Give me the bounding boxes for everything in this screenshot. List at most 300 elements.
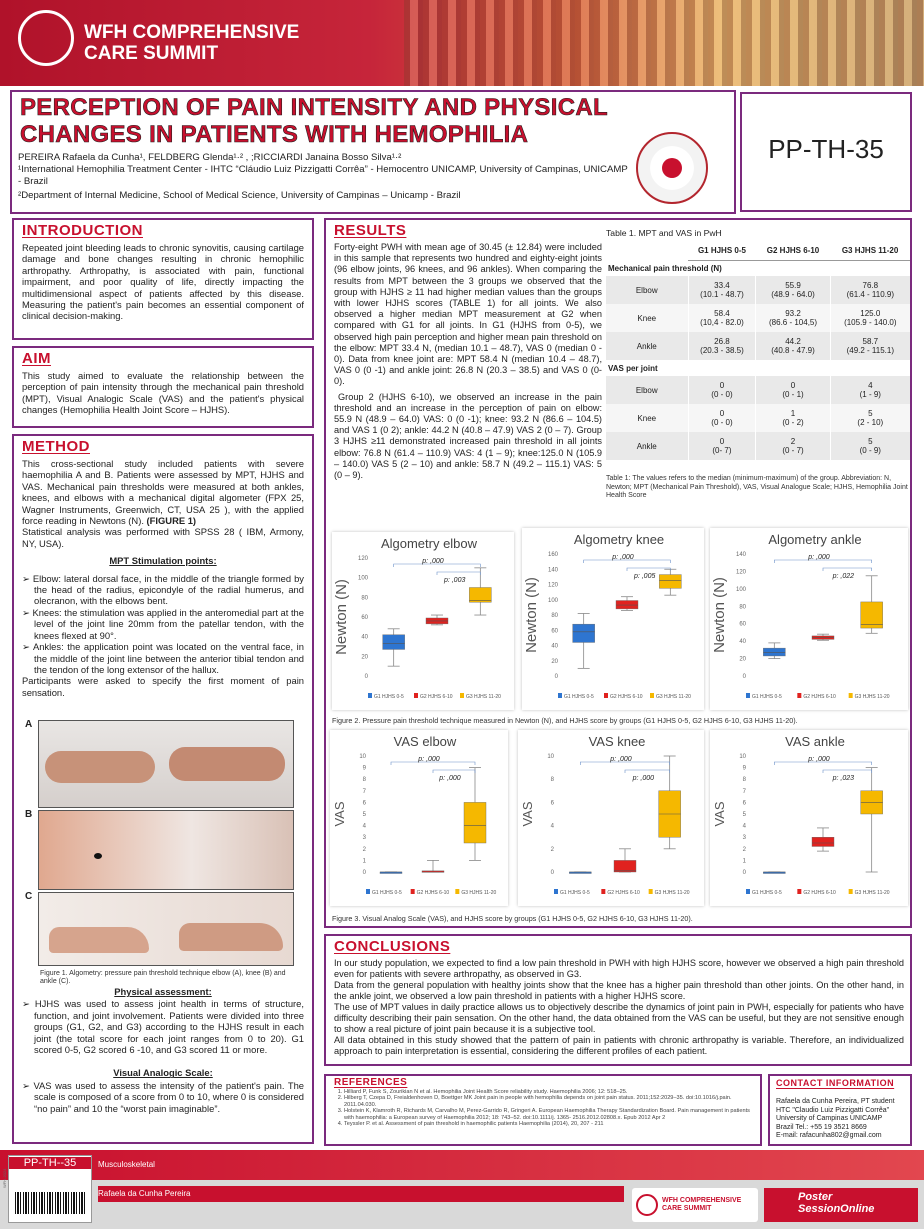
figure-label-a: A — [25, 719, 33, 730]
table-median: 0 — [719, 381, 725, 390]
p-value-label: p: ,003 — [443, 577, 466, 584]
table-range: (0 - 7) — [782, 446, 804, 455]
table-value — [830, 376, 910, 404]
p-value-label: p: ,000 — [418, 756, 440, 763]
table-range: (48.9 - 64.0) — [771, 290, 815, 299]
legend-swatch — [849, 889, 853, 894]
legend-label: G1 HJHS 0-5 — [752, 890, 782, 896]
foot-shape-icon — [179, 923, 283, 951]
legend-label: G3 HJHS 11-20 — [461, 890, 497, 896]
results-text — [334, 242, 602, 481]
footer-author: Rafaela da Cunha Pereira — [98, 1189, 191, 1198]
legend-swatch — [746, 693, 750, 698]
affiliation-2: ²Department of Internal Medicine, School of Medical Science, University of Campinas – Unicamp - Brazil — [18, 190, 461, 201]
table-joint: Knee — [637, 413, 657, 423]
table-range: (49.2 - 115.1) — [846, 346, 895, 355]
y-tick-label: 100 — [547, 597, 558, 604]
table-value — [688, 432, 756, 460]
footer-category: Musculoskeletal — [98, 1160, 155, 1169]
y-tick-label: 140 — [735, 552, 746, 558]
table-header: G2 HJHS 6-10 — [756, 242, 830, 260]
y-tick-label: 2 — [362, 846, 366, 853]
table-median: 125.0 — [860, 309, 881, 318]
chart-algometry-knee — [522, 528, 704, 710]
p-value-label: p: ,000 — [808, 756, 830, 763]
table-value — [756, 432, 830, 460]
table-value — [756, 332, 830, 360]
legend-label: G3 HJHS 11-20 — [854, 890, 890, 896]
legend-swatch — [649, 889, 653, 894]
poster-code: PP-TH-35 — [768, 134, 884, 164]
box-g1 — [383, 635, 405, 650]
authors: PEREIRA Rafaela da Cunha¹, FELDBERG Glenda¹·² , ;RICCIARDI Janaina Bosso Silva¹·² — [18, 152, 402, 163]
y-tick-label: 5 — [742, 812, 746, 818]
y-tick-label: 20 — [739, 656, 746, 663]
chart-title: Algometry knee — [573, 532, 665, 547]
footer-code-card — [8, 1155, 92, 1223]
legend-label: G3 HJHS 11-20 — [654, 890, 690, 896]
legend-swatch — [366, 889, 370, 894]
bullet-knee: Knees: the stimulation was applied in the anteromedial part at the level of the joint line 20mm from the patellar tendon, with the knees flexed at 90°. — [32, 606, 304, 641]
y-tick-label: 80 — [739, 604, 746, 611]
table-value — [756, 404, 830, 432]
y-tick-label: 120 — [547, 582, 558, 589]
introduction-heading: INTRODUCTION — [22, 222, 143, 239]
legend-label: G3 HJHS 11-20 — [656, 694, 691, 700]
y-tick-label: 2 — [742, 846, 746, 853]
table-section-label: VAS per joint — [606, 360, 910, 376]
wfh-logo-icon — [636, 1194, 658, 1216]
reference-item: 2. Hilberg T, Czepa D, Freialdenhoven D, Boettger MK Joint pain in people with hemophilia depends on joint pain status. 2011;152:2029–35. doi:10.1016/j.pain. 2011.04.030. — [344, 1095, 756, 1108]
y-tick-label: 100 — [357, 575, 368, 582]
y-tick-label: 3 — [742, 835, 746, 842]
contact-line: Rafaela da Cunha Pereira, PT student — [776, 1098, 895, 1105]
legend-swatch — [558, 693, 562, 698]
chart-algometry-ankle — [710, 528, 908, 710]
table-range: (2 - 10) — [857, 418, 884, 427]
chart-title: VAS elbow — [393, 734, 457, 749]
y-tick-label: 4 — [742, 823, 746, 830]
table-median: 76.8 — [862, 281, 879, 290]
table1-note: Table 1: The values refers to the median (minimum-maximum) of the group. Abbreviation: N, Newton; MPT (Mechanical Pain Threshold), VAS, Visual Analogue Scale; HJHS, Hemophilia Joint Health Score — [606, 475, 908, 500]
conclusion-1: In our study population, we expected to find a low pain threshold in PWH with high HJHS score, however we observed a high pain threshold even for patients with severe arthropathy, as observed in G3. — [334, 958, 904, 979]
table-value — [688, 404, 756, 432]
figure2-caption: Figure 2. Pressure pain threshold technique measured in Newton (N), and HJHS score by groups (G1 HJHS 0-5, G2 HJHS 6-10, G3 HJHS 11-20). — [332, 716, 798, 725]
table-value — [830, 432, 910, 460]
box-g2 — [812, 837, 834, 846]
table-median: 5 — [868, 437, 873, 446]
author-block — [18, 152, 628, 202]
table-median: 0 — [719, 437, 725, 446]
significance-bracket — [433, 770, 475, 773]
table-value — [756, 276, 830, 304]
mpt-title: MPT Stimulation points: — [109, 555, 217, 567]
footer-summit-line1: WFH COMPREHENSIVE — [662, 1197, 742, 1204]
table-value — [830, 404, 910, 432]
y-tick-label: 0 — [554, 674, 558, 680]
results-paragraph-2: Group 2 (HJHS 6-10), we observed an increase in the pain threshold and an increase in the perception of pain on elbow: 55.9 N (48.9 – 64.0) VAS: 0 (0 -1); knee: 93.2 N (86.6 – 104.5) and VAS 1 (0 2); ankle: 44.2 N (40.8 – 47.9) VAS 2 (0 – 7). Group 3 HJHS ≥11 demonstrated increased pain threshold in all joints elbow: 76.8 N (61.4 – 110.9) VAS: 4 (1 – 9); knee:125.0 N (105.9 – 140.0) VAS 5 (2 – 10) and ankle: 58.7 N (49.2 – 115.1) VAS: 5 (0 – 9). — [334, 391, 602, 481]
box-g3 — [464, 802, 486, 843]
contact-line: HTC "Claudio Luiz Pizzigatti Corrêa" — [776, 1106, 890, 1114]
hemocentro-seal-icon — [636, 132, 708, 204]
summit-logo-text — [84, 22, 299, 64]
brand-line1: Poster — [798, 1191, 833, 1203]
y-tick-label: 120 — [735, 569, 746, 576]
table-median: 93.2 — [785, 309, 801, 318]
table-range: (10.1 - 48.7) — [700, 290, 744, 299]
y-tick-label: 10 — [739, 754, 746, 760]
p-value-label: p: ,022 — [832, 573, 855, 580]
p-value-label: p: ,000 — [612, 554, 634, 561]
y-tick-label: 7 — [742, 788, 746, 795]
footer-author-bar — [98, 1186, 624, 1202]
foot-shape-icon — [49, 927, 149, 953]
arm-shape-icon — [169, 747, 285, 781]
figure3-caption: Figure 3. Visual Analog Scale (VAS), and HJHS score by groups (G1 HJHS 0-5, G2 HJHS 6-10, G3 HJHS 11-20). — [332, 914, 693, 923]
footer-wfh-logo — [632, 1188, 758, 1222]
y-tick-label: 40 — [739, 639, 746, 646]
contact-line: Brazil Tel.: +55 19 3521 8669 — [776, 1123, 867, 1131]
figure-label-b: B — [25, 809, 33, 820]
y-tick-label: 120 — [357, 556, 368, 562]
table-header: G3 HJHS 11-20 — [830, 242, 910, 260]
y-tick-label: 80 — [361, 595, 368, 602]
chart-vas-knee — [518, 730, 704, 906]
legend-label: G3 HJHS 11-20 — [466, 694, 501, 700]
box-g1 — [763, 648, 785, 656]
summit-line2: CARE SUMMIT — [84, 43, 219, 64]
box-g3 — [861, 602, 883, 628]
y-tick-label: 0 — [742, 870, 746, 876]
table-header-row — [606, 242, 910, 260]
table-range: (0 - 0) — [711, 390, 733, 399]
footer-side-tag: WFH-2024 — [2, 1168, 7, 1188]
barcode-icon — [15, 1192, 85, 1214]
table-range: (105.9 - 140.0) — [844, 318, 897, 327]
legend-label: G2 HJHS 6-10 — [420, 694, 453, 700]
table-joint: Elbow — [635, 285, 658, 295]
table-median: 33.4 — [714, 281, 730, 290]
reference-item: 1. Hilliard P, Funk S, Zourikian N et al. Hemophilia Joint Health Score reliability study. Haemophilia 2006; 12: 518–25. — [344, 1089, 756, 1095]
table-joint: Elbow — [635, 385, 658, 395]
vas-text: VAS was used to assess the intensity of the patient's pain. The scale is composed of a score from 0 to 10, where 0 is considered “no pain” and 10 the “worst pain imaginable”. — [33, 1079, 304, 1114]
stimulation-point-icon — [94, 853, 102, 859]
conclusion-4: All data obtained in this study showed that the pattern of pain in patients with chronic arthropathy is variable. Therefore, an individualized approach to pain interpretation is essential, considering the different profiles of each patient. — [334, 1035, 904, 1056]
table1 — [606, 242, 910, 460]
y-tick-label: 100 — [735, 586, 746, 593]
y-axis-label: Newton (N) — [711, 577, 728, 653]
chart-title: Algometry ankle — [768, 532, 862, 547]
contact-box — [768, 1074, 912, 1146]
table-joint: Knee — [637, 313, 657, 323]
y-tick-label: 20 — [361, 654, 368, 661]
aim-box — [12, 346, 314, 428]
legend-swatch — [650, 693, 654, 698]
figure1-caption: Figure 1. Algometry: pressure pain threshold technique elbow (A), knee (B) and ankle (C). — [40, 970, 286, 985]
y-tick-label: 7 — [362, 788, 366, 795]
table-range: (10,4 - 82.0) — [700, 318, 744, 327]
box-g3 — [659, 575, 681, 589]
table-row — [606, 304, 910, 332]
vas-title: Visual Analogic Scale: — [113, 1067, 213, 1079]
table-median: 44.2 — [785, 337, 801, 346]
table1-title: Table 1. MPT and VAS in PwH — [606, 228, 722, 238]
contact-lines — [776, 1098, 910, 1141]
y-tick-label: 0 — [742, 674, 746, 680]
aim-text: This study aimed to evaluate the relationship between the perception of pain intensity through the mechanical pain threshold (MPT), Visual Analogic Scale (VAS) and the patient's physical changes (Hemophilia Health Joint Score – HJHS). — [22, 370, 304, 416]
reference-item: 4. Teyssler P. et al. Assessment of pain threshold in haemophilic patients Haemophilia (2014), 20, 207 - 211 — [344, 1121, 756, 1127]
table-range: (86.6 - 104,5) — [769, 318, 818, 327]
method-paragraph-1: This cross-sectional study included patients with severe haemophilia A and B. Patients were assessed by MPT, HJHS and VAS. Mechanical pain thresholds were measured at both ankles, knees, and elbows with a mechanical digital algometer (FPX 25, Wagner Instruments, Greenwich, CT, USA 25 ), with the applied force reading in Newtons (N). — [22, 458, 304, 527]
legend-label: G2 HJHS 6-10 — [803, 694, 836, 700]
y-axis-label: VAS — [332, 801, 347, 827]
table-median: 26.8 — [714, 337, 730, 346]
table-median: 2 — [790, 437, 796, 446]
table-range: (0- 7) — [712, 446, 732, 455]
y-tick-label: 0 — [362, 870, 366, 876]
chart-title: Algometry elbow — [380, 536, 478, 551]
y-axis-label: Newton (N) — [333, 579, 350, 655]
legend-swatch — [554, 889, 558, 894]
y-tick-label: 0 — [364, 674, 368, 680]
summit-header — [0, 0, 924, 86]
y-tick-label: 0 — [550, 870, 554, 876]
title-line2: CHANGES IN PATIENTS WITH HEMOPHILIA — [20, 121, 529, 148]
contact-heading: CONTACT INFORMATION — [776, 1078, 895, 1088]
y-tick-label: 8 — [742, 777, 746, 784]
legend-label: G1 HJHS 0-5 — [752, 694, 782, 700]
y-tick-label: 4 — [550, 823, 554, 830]
figure1-reference: (FIGURE 1) — [146, 515, 197, 527]
y-tick-label: 2 — [550, 846, 554, 853]
p-value-label: p: ,000 — [610, 756, 632, 763]
physical-assessment-text: HJHS was used to assess joint health in terms of structure, function, and joint involvement. Patients were divided into three groups (G1, G2, and G3) according to the HJHS result in each joint (the total score for each joint ranges from 0 to 20). G1 scored 0-5, G2 scored 6 -10, and G3 scored 11 or more. — [34, 998, 304, 1056]
table-section-label: Mechanical pain threshold (N) — [606, 260, 910, 276]
table-header-blank — [606, 242, 688, 260]
photo-knee — [25, 809, 294, 890]
references-heading: REFERENCES — [334, 1077, 408, 1088]
y-tick-label: 60 — [551, 628, 558, 635]
table-range: (0 - 0) — [711, 418, 733, 427]
table-median: 55.9 — [785, 281, 801, 290]
table-median: 5 — [868, 409, 873, 418]
method-paragraph-3: Participants were asked to specify the first moment of pain sensation. — [22, 675, 304, 698]
contact-line: University of Campinas UNICAMP — [776, 1115, 883, 1123]
legend-swatch — [455, 889, 459, 894]
p-value-label: p: ,000 — [439, 775, 461, 782]
method-heading: METHOD — [22, 438, 90, 455]
table-range: (0 - 2) — [782, 418, 804, 427]
table-row — [606, 432, 910, 460]
legend-swatch — [797, 889, 801, 894]
y-tick-label: 6 — [742, 800, 746, 807]
reference-item: 3. Holstein K, Klamroth R, Richards M, Carvalho M, Perez-Garrido R, Gringeri A. European Haemophilia Therapy Standardization Board. Pain management in patients with haemophilia: a European survey of Haemophilia 2012; 18: 743–52. doi:10.1111/j. 1365- 2516.2012.02808.x. Epub 2012 Apr 2 — [344, 1108, 756, 1121]
footer-summit-text — [662, 1197, 741, 1213]
table-value — [688, 376, 756, 404]
introduction-box — [12, 218, 314, 340]
table-row — [606, 404, 910, 432]
legend-swatch — [414, 693, 418, 698]
table-value — [830, 276, 910, 304]
y-tick-label: 1 — [362, 858, 366, 865]
significance-bracket — [823, 568, 872, 571]
legend-swatch — [797, 693, 801, 698]
legend-label: G1 HJHS 0-5 — [372, 890, 402, 896]
y-tick-label: 8 — [362, 777, 366, 784]
y-tick-label: 6 — [550, 800, 554, 807]
chart-title: VAS ankle — [785, 734, 845, 749]
y-tick-label: 160 — [547, 552, 558, 558]
physical-assessment-title: Physical assessment: — [114, 986, 212, 997]
table-header: G1 HJHS 0-5 — [688, 242, 756, 260]
footer — [0, 1150, 924, 1229]
table-range: (40.8 - 47.9) — [771, 346, 815, 355]
conclusion-3: The use of MPT values in daily practice allows us to objectively describe the dynamics of joint pain in PWH, especially for patients who have difficulty describing their pain sensation. On the other hand, the data obtained from the VAS can be useful, but they are not sensitive enough to show a real picture of joint pain because it is a subjective tool. — [334, 1002, 904, 1034]
p-value-label: p: ,000 — [808, 554, 830, 561]
references-box — [324, 1074, 762, 1146]
y-tick-label: 8 — [550, 777, 554, 784]
p-value-label: p: ,023 — [832, 775, 855, 782]
y-tick-label: 5 — [362, 812, 366, 818]
table-value — [688, 276, 756, 304]
table-row — [606, 276, 910, 304]
bullet-ankle: Ankles: the application point was located on the ventral face, in the middle of the joint line between the anterior tibial tendon and the tendon of the long extensor of the hallux. — [32, 641, 304, 675]
p-value-label: p: ,005 — [633, 573, 656, 580]
y-tick-label: 40 — [361, 634, 368, 641]
results-paragraph-1: Forty-eight PWH with mean age of 30.45 (± 12.84) were included in this sample that represents two hundred and eighty-eight joints (96 elbow joints, 96 knees, and 96 ankles). When comparing the results from MPT between the 3 groups we observed that the group with HJHS ≥ 11 had higher median values than the groups with lower HJHS scores (TABLE 1) for all joints. We also observed a higher median MPT measurement at G2 when compared with G1 for all joints. In G1 (HJHS from 0-5), we observed high pain perception and higher mean pain threshold on the elbow: MPT 33.4 N, (median 10.1 – 48.7), VAS 0 (median 0 - 0). Data from knee joint are: MPT 58.4 N (median 10.4 – 48.7), VAS 0 (0 -1) and ankle joint: 26.8 N (20.3 – 38.5) and VAS 0 (0-0). — [334, 242, 602, 387]
significance-bracket — [437, 572, 480, 575]
y-tick-label: 140 — [547, 567, 558, 574]
table-median: 58.4 — [714, 309, 730, 318]
chart-vas-elbow — [330, 730, 508, 906]
legend-label: G2 HJHS 6-10 — [607, 890, 640, 896]
results-heading: RESULTS — [334, 222, 407, 239]
method-intro: This cross-sectional study included patients with severe haemophilia A and B. Patients were assessed by MPT, HJHS and VAS. Mechanical pain thresholds were measured at both ankles, knees, and elbows with a mechanical digital algometer (FPX 25, Wagner Instruments, Greenwich, CT, USA 25 ), with the applied force reading in Newtons (N). (FIGURE 1) Statistical analysis was performed with SPSS 28 ( IBM, Armony, NY, USA). MPT Stimulation points: ➢ Elbow: lateral dorsal face, in the middle of the triangle formed by the head of the radius, epicondyle of the radial humerus, and olecranon, with the elbows bent. ➢ Knees: the stimulation was applied in the anteromedial part at the level of the joint line 20mm from the patellar tendon, with the knees flexed at 90°. ➢ Ankles: the application point was located on the ventral face, in the middle of the joint line between the anterior tibial tendon and the tendon of the long extensor of the hallux. Participants were asked to specify the first moment of pain sensation. — [22, 458, 304, 698]
city-photo — [404, 0, 924, 86]
table-median: 0 — [719, 409, 725, 418]
conclusions-box — [324, 934, 912, 1066]
y-tick-label: 9 — [742, 765, 746, 772]
y-tick-label: 60 — [739, 621, 746, 628]
table-median: 58.7 — [862, 337, 879, 346]
legend-swatch — [601, 889, 605, 894]
significance-bracket — [625, 770, 670, 773]
legend-label: G3 HJHS 11-20 — [854, 694, 890, 700]
method-paragraph-2: Statistical analysis was performed with SPSS 28 ( IBM, Armony, NY, USA). — [22, 526, 304, 549]
legend-label: G1 HJHS 0-5 — [564, 694, 594, 700]
y-tick-label: 40 — [551, 643, 558, 650]
table-value — [688, 304, 756, 332]
table-range: (0 - 9) — [859, 446, 881, 455]
significance-bracket — [627, 568, 670, 571]
p-value-label: p: ,000 — [422, 558, 444, 565]
p-value-label: p: ,000 — [632, 775, 655, 782]
box-g1 — [573, 624, 595, 642]
table-range: (0 - 1) — [782, 390, 804, 399]
legend-label: G1 HJHS 0-5 — [560, 890, 590, 896]
y-tick-label: 6 — [362, 800, 366, 807]
footer-code: PP-TH--35 — [9, 1157, 91, 1169]
legend-label: G1 HJHS 0-5 — [374, 694, 404, 700]
brand-line2: SessionOnline — [798, 1203, 875, 1215]
legend-swatch — [746, 889, 750, 894]
table-median: 1 — [790, 409, 796, 418]
vas-label-row — [606, 360, 910, 376]
y-tick-label: 20 — [551, 658, 558, 665]
table-value — [830, 304, 910, 332]
legend-swatch — [460, 693, 464, 698]
contact-line: E-mail: rafacunha802@gmail.com — [776, 1132, 882, 1140]
summit-line1: WFH COMPREHENSIVE — [84, 22, 300, 43]
table-median: 0 — [790, 381, 796, 390]
legend-label: G2 HJHS 6-10 — [803, 890, 836, 896]
y-tick-label: 4 — [362, 823, 366, 830]
results-box — [324, 218, 912, 928]
y-tick-label: 9 — [362, 765, 366, 772]
method-box — [12, 434, 314, 1144]
table-row — [606, 376, 910, 404]
y-axis-label: VAS — [520, 801, 535, 827]
conclusion-2: Data from the general population with healthy joints show that the knee has a higher pain threshold than other joints. On the other hand, in the ankle joint, we observed a low pain threshold in patients with a higher HJHS score. — [334, 980, 904, 1001]
physical-assessment: Physical assessment: ➢ HJHS was used to assess joint health in terms of structure, function, and joint involvement. Patients were divided into three groups (G1, G2, and G3) according to the HJHS result in each joint (the total score for each joint ranges from 0 to 20). G1 scored 0-5, G2 scored 6 -10, and G3 scored 11 or more. Visual Analogic Scale: ➢ VAS was used to assess the intensity of the patient's pain. The scale is composed of a score from 0 to 10, where 0 is considered “no pain” and 10 the “worst pain imaginable”. — [22, 986, 304, 1114]
y-axis-label: Newton (N) — [523, 577, 540, 653]
figure-label-c: C — [25, 891, 33, 902]
mpt-label-row — [606, 260, 910, 276]
wfh-logo-icon — [18, 10, 74, 66]
y-tick-label: 80 — [551, 613, 558, 619]
y-tick-label: 60 — [361, 615, 368, 621]
table-joint: Ankle — [636, 341, 657, 351]
table-range: (1 - 9) — [859, 390, 881, 399]
table-range: (61.4 - 110.9) — [846, 290, 895, 299]
legend-label: G2 HJHS 6-10 — [610, 694, 643, 700]
y-axis-label: VAS — [712, 801, 727, 827]
table-joint: Ankle — [636, 441, 657, 451]
affiliation-1: ¹International Hemophilia Treatment Center - IHTC “Cláudio Luiz Pizzigatti Corrêa” - Hemocentro UNICAMP, University of Campinas, UNICAMP - Brazil — [18, 164, 628, 187]
legend-swatch — [368, 693, 372, 698]
conclusions-text — [334, 958, 904, 1057]
bullet-elbow: Elbow: lateral dorsal face, in the middle of the triangle formed by the head of the radius, epicondyle of the radial humerus, and olecranon, with the elbows bent. — [32, 572, 304, 607]
introduction-text: Repeated joint bleeding leads to chronic synovitis, causing cartilage damage and bone changes resulting in chronic hemophilic arthropathy. Arthropathy, is associated with pain, functional impairment, and poor quality of life, directly impacting the multidimensional aspect of patients affected by this disease. Measuring the patient's pain becomes an essential component of clinical decision-making. — [22, 242, 304, 322]
arm-shape-icon — [45, 751, 155, 783]
y-tick-label: 1 — [742, 858, 746, 865]
legend-swatch — [849, 693, 853, 698]
chart-vas-ankle — [710, 730, 908, 906]
conclusions-heading: CONCLUSIONS — [334, 938, 451, 955]
table-value — [688, 332, 756, 360]
title-line1: PERCEPTION OF PAIN INTENSITY AND PHYSICAL — [20, 94, 608, 121]
table-row — [606, 332, 910, 360]
y-tick-label: 10 — [547, 754, 554, 760]
aim-heading: AIM — [22, 350, 51, 367]
y-tick-label: 3 — [362, 835, 366, 842]
table-median: 4 — [868, 381, 873, 390]
poster-title — [20, 94, 608, 148]
reference-list — [344, 1089, 756, 1127]
table-range: (20.3 - 38.5) — [700, 346, 744, 355]
photo-elbow — [25, 719, 294, 808]
legend-label: G2 HJHS 6-10 — [416, 890, 450, 896]
significance-bracket — [823, 770, 872, 773]
footer-summit-line2: CARE SUMMIT — [662, 1205, 712, 1212]
y-tick-label: 10 — [359, 754, 366, 760]
legend-swatch — [411, 889, 415, 894]
box-g2 — [614, 860, 636, 872]
table-value — [756, 376, 830, 404]
table-value — [830, 332, 910, 360]
chart-title: VAS knee — [588, 734, 646, 749]
poster-session-online-logo — [764, 1188, 918, 1222]
